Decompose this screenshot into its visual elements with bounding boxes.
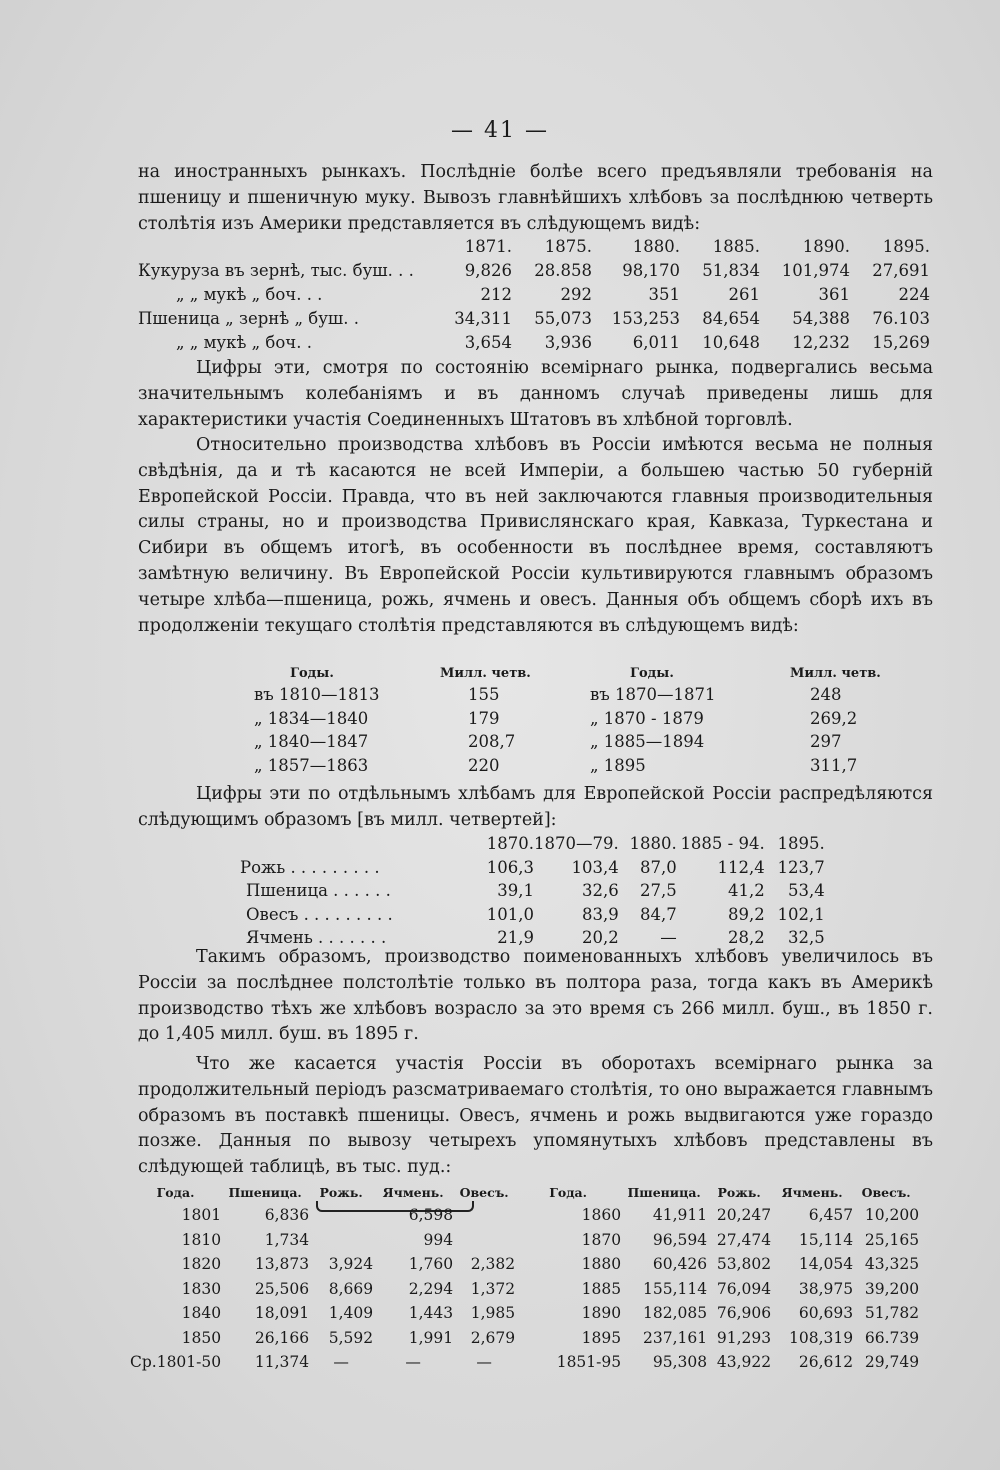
table-row: Пшеница „ зернѣ „ буш. . 34,311 55,073 153,253 84,654 54,388 76.103 xyxy=(138,308,930,328)
table-row: 1840 18,091 1,409 1,443 1,985 1890 182,085 76,906 60,693 51,782 xyxy=(181,1304,920,1323)
table-header-row: 1870. 1870—79. 1880. 1885 - 94. 1895. xyxy=(486,834,825,854)
table-row: 1801 6,836 6,598 1860 41,911 20,247 6,457 10,200 xyxy=(181,1206,920,1225)
table-america-exports xyxy=(138,234,930,354)
table-harvest-right xyxy=(590,663,900,777)
paragraph-conclusion: Такимъ образомъ, производство поименованныхъ хлѣбовъ увеличилось въ Россiи за послѣднее полстолѣтiе только въ полтора раза, тогда какъ въ Америкѣ производство тѣхъ же хлѣбовъ возрасло за это время съ 266 милл. буш., въ 1850 г. до 1,405 милл. буш. въ 1895 г. xyxy=(138,947,933,1045)
page-number: — 41 — xyxy=(451,118,549,143)
table-row: „ 1840—1847 208,7 xyxy=(254,732,516,752)
table-row-average: Ср.1801-50 11,374 — — — 1851-95 95,308 43,922 26,612 29,749 xyxy=(130,1353,920,1372)
paragraph-russia-production: Относительно производства хлѣбовъ въ Россiи имѣются весьма не полныя свѣдѣнiя, да и тѣ касаются не всей Имперiи, а большею частью 50 губернiй Европейской Россiи. Правда, что въ ней заключаются главныя производительныя силы страны, но и производства Привислянскаго края, Кавказа, Туркестана и Сибири въ общемъ итогѣ, въ особенности въ послѣднее время, составляютъ замѣтную величину. Въ Европейской Россiи культивируются главнымъ образомъ четыре хлѣба—пшеница, рожь, ячмень и овесъ. Данныя объ общемъ сборѣ ихъ въ продолженiи текущаго столѣтiя представляются въ слѣдующемъ видѣ: xyxy=(138,435,933,636)
table-row: „ 1895 311,7 xyxy=(590,755,858,775)
table-russia-exports xyxy=(130,1181,919,1375)
table-harvest-left xyxy=(254,663,550,777)
table-row: 1830 25,506 8,669 2,294 1,372 1885 155,114 76,094 38,975 39,200 xyxy=(181,1279,920,1298)
table-row: Овесъ . . . . . . . . . 101,0 83,9 84,7 89,2 102,1 xyxy=(246,904,825,924)
table-row: 1810 1,734 994 1870 96,594 27,474 15,114 25,165 xyxy=(181,1230,920,1249)
table-row: 1850 26,166 5,592 1,991 2,679 1895 237,161 91,293 108,319 66.739 xyxy=(181,1328,920,1347)
table-row: „ „ мукѣ „ боч. . . 212 292 351 261 361 224 xyxy=(176,284,930,304)
paragraph-exports: Что же касается участiя Россiи въ оборотахъ всемiрнаго рынка за продолжительный перiодъ разсматриваемаго столѣтiя, то оно выражается главнымъ образомъ въ поставкѣ пшеницы. Овесъ, ячмень и рожь выдвигаются уже гораздо позже. Данныя по вывозу четырехъ упомянутыхъ хлѣбовъ представлены въ слѣдующей таблицѣ, въ тыс. пуд.: xyxy=(138,1054,933,1178)
table-header-row: Годы. Милл. четв. xyxy=(630,665,881,681)
table-row: Пшеница . . . . . . 39,1 32,6 27,5 41,2 53,4 xyxy=(246,881,825,901)
table-row: Ячмень . . . . . . . 21,9 20,2 — 28,2 32,5 xyxy=(246,928,825,948)
table-row: „ 1870 - 1879 269,2 xyxy=(590,708,858,728)
table-row: Кукуруза въ зернѣ, тыс. буш. . . 9,826 28.858 98,170 51,834 101,974 27,691 xyxy=(138,260,930,280)
table-row: „ „ мукѣ „ боч. . 3,654 3,936 6,011 10,648 12,232 15,269 xyxy=(176,332,930,352)
table-header-row: 1871. 1875. 1880. 1885. 1890. 1895. xyxy=(464,236,930,256)
table-header-row: Годы. Милл. четв. xyxy=(290,665,531,681)
table-header-row: Года. Пшеница. Рожь. Ячмень. Овесъ. Года. Пшеница. Рожь. Ячмень. Овесъ. xyxy=(156,1184,911,1200)
paragraph-usa: Цифры эти, смотря по состоянiю всемiрнаго рынка, подвергались весьма значительнымъ колебанiямъ и въ данномъ случаѣ приведены лишь для характеристики участiя Соединенныхъ Штатовъ въ хлѣбной торговлѣ. xyxy=(138,358,933,430)
table-row: Рожь . . . . . . . . . 106,3 103,4 87,0 112,4 123,7 xyxy=(240,857,825,877)
table-row: въ 1810—1813 155 xyxy=(254,685,500,705)
table-row: „ 1885—1894 297 xyxy=(590,732,842,752)
table-row: 1820 13,873 3,924 1,760 2,382 1880 60,426 53,802 14,054 43,325 xyxy=(181,1255,920,1274)
paragraph-by-crop: Цифры эти по отдѣльнымъ хлѣбамъ для Европейской Россiи распредѣляются слѣдующимъ образомъ [въ милл. четвертей]: xyxy=(138,784,933,830)
table-row: „ 1857—1863 220 xyxy=(254,755,500,775)
paragraph-intro: на иностранныхъ рынкахъ. Послѣднiе болѣе всего предъявляли требованiя на пшеницу и пшеничную муку. Вывозъ главнѣйшихъ хлѣбовъ за послѣднюю четверть столѣтiя изъ Америки представляется въ слѣдующемъ видѣ: xyxy=(138,162,933,234)
table-row: въ 1870—1871 248 xyxy=(590,685,842,705)
table-crops xyxy=(240,832,825,950)
table-row: „ 1834—1840 179 xyxy=(254,708,500,728)
